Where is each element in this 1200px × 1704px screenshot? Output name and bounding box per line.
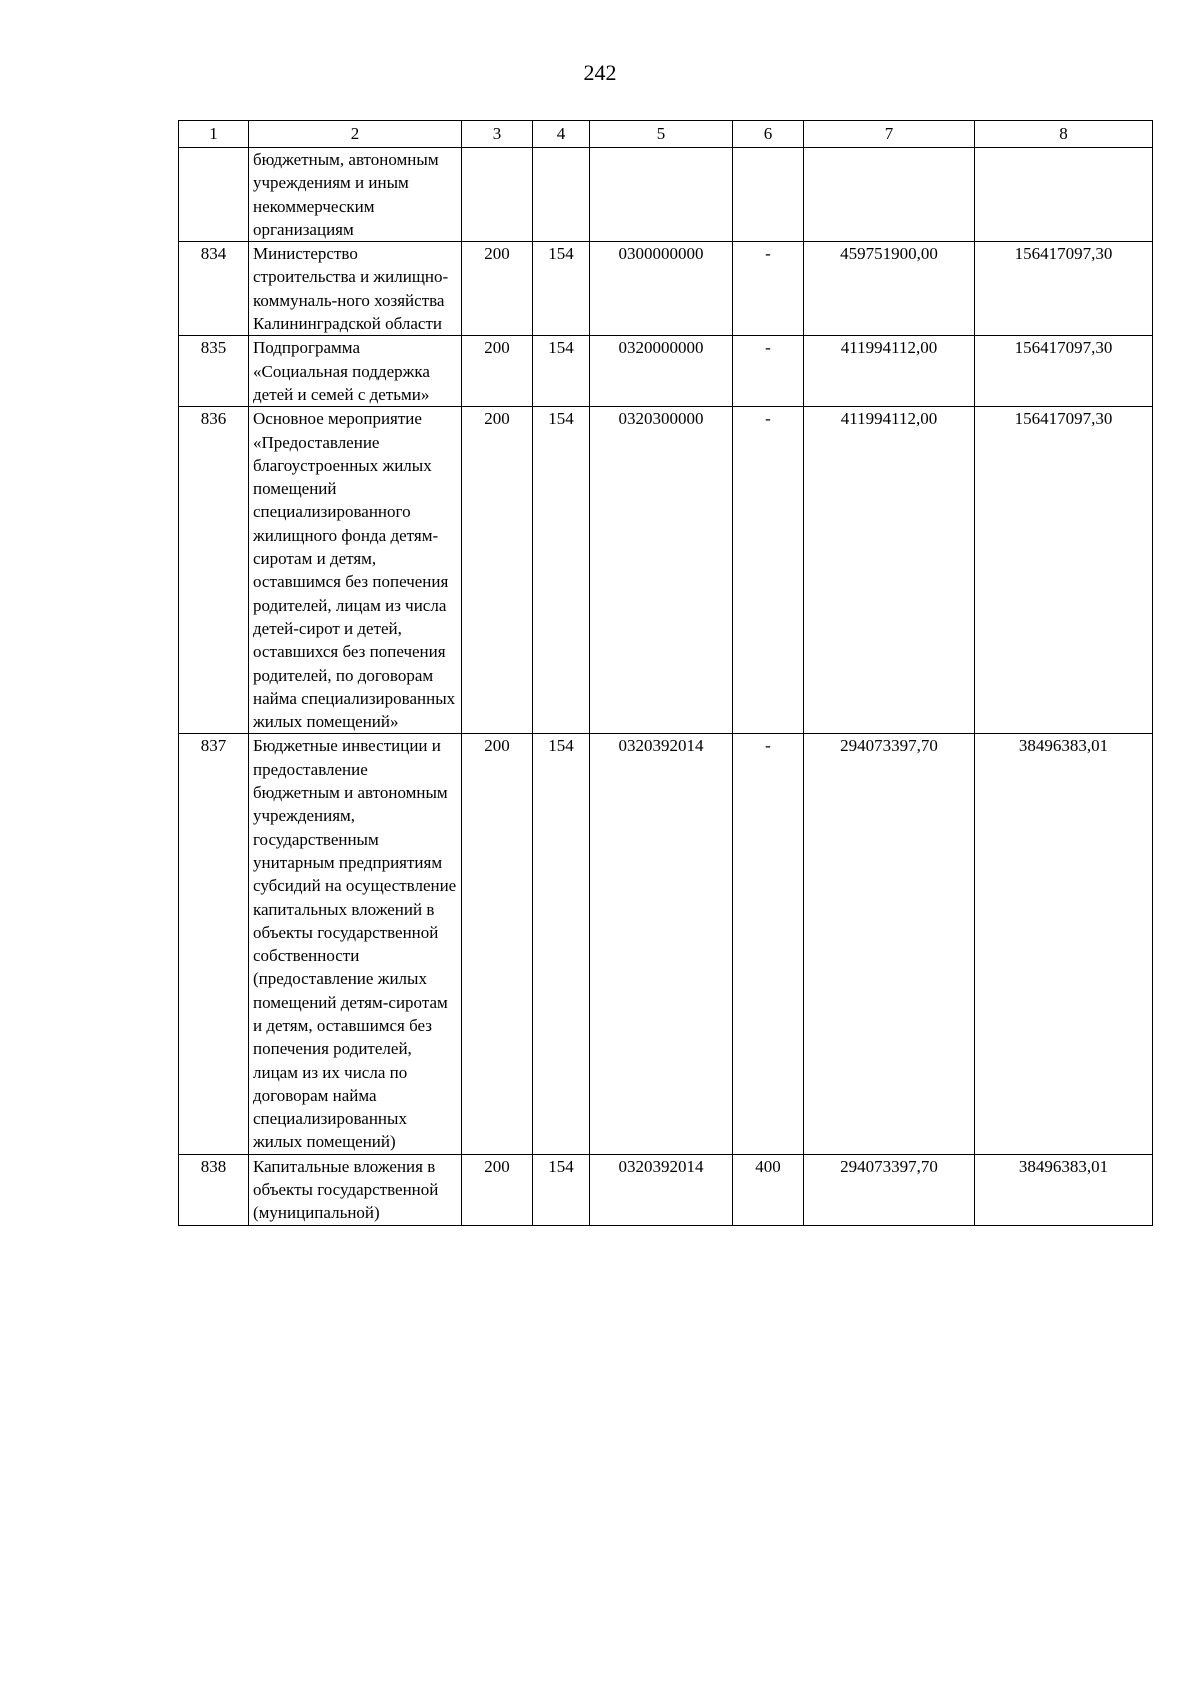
row-col-6: - [733,734,804,1154]
row-col-6: - [733,407,804,734]
row-number [179,148,249,242]
header-col-5: 5 [590,121,733,148]
row-col-8: 156417097,30 [975,242,1153,336]
row-number: 836 [179,407,249,734]
row-col-6 [733,148,804,242]
table-row [179,1154,1153,1225]
header-col-7: 7 [804,121,975,148]
header-col-8: 8 [975,121,1153,148]
row-name: Бюджетные инвестиции и предоставление бюджетным и автономным учреждениям, государственным унитарным предприятиям субсидий на осуществление капитальных вложений в объекты государственной собственности (предоставление жилых помещений детям-сиротам и детям, оставшимся без попечения родителей, лицам из их числа по договорам найма специализированных жилых помещений) [249,734,462,1154]
row-col-5: 0320300000 [590,407,733,734]
row-col-4: 154 [533,242,590,336]
row-col-8: 38496383,01 [975,1154,1153,1225]
table-row [179,242,1153,336]
row-col-7: 459751900,00 [804,242,975,336]
header-col-1: 1 [179,121,249,148]
header-col-4: 4 [533,121,590,148]
header-row [179,121,1153,148]
row-col-6: 400 [733,1154,804,1225]
row-col-3: 200 [462,336,533,407]
row-col-6: - [733,336,804,407]
row-col-7: 411994112,00 [804,336,975,407]
row-name: Капитальные вложения в объекты государственной (муниципальной) [249,1154,462,1225]
row-col-7: 294073397,70 [804,734,975,1154]
row-col-8 [975,148,1153,242]
row-col-7 [804,148,975,242]
table-row [179,734,1153,1154]
header-col-3: 3 [462,121,533,148]
row-col-5: 0320000000 [590,336,733,407]
row-name: бюджетным, автономным учреждениям и иным некоммерческим организациям [249,148,462,242]
table-row [179,336,1153,407]
row-col-5: 0320392014 [590,1154,733,1225]
row-name: Министерство строительства и жилищно-коммуналь-ного хозяйства Калининградской области [249,242,462,336]
row-name: Основное мероприятие «Предоставление благоустроенных жилых помещений специализированного жилищного фонда детям-сиротам и детям, оставшимся без попечения родителей, лицам из числа детей-сирот и детей, оставшихся без попечения родителей, по договорам найма специализированных жилых помещений» [249,407,462,734]
budget-table [178,120,1153,1226]
row-col-4: 154 [533,336,590,407]
row-col-4: 154 [533,407,590,734]
row-number: 835 [179,336,249,407]
row-col-8: 156417097,30 [975,407,1153,734]
row-number: 838 [179,1154,249,1225]
page-number: 242 [583,60,617,85]
row-col-3: 200 [462,407,533,734]
row-col-4: 154 [533,1154,590,1225]
row-col-5 [590,148,733,242]
row-col-5: 0320392014 [590,734,733,1154]
row-col-5: 0300000000 [590,242,733,336]
row-number: 837 [179,734,249,1154]
table-row [179,148,1153,242]
row-col-3: 200 [462,242,533,336]
header-col-2: 2 [249,121,462,148]
row-col-3 [462,148,533,242]
row-col-3: 200 [462,734,533,1154]
row-col-4 [533,148,590,242]
row-col-4: 154 [533,734,590,1154]
row-number: 834 [179,242,249,336]
table-row [179,407,1153,734]
row-col-3: 200 [462,1154,533,1225]
row-col-6: - [733,242,804,336]
row-col-7: 411994112,00 [804,407,975,734]
row-name: Подпрограмма «Социальная поддержка детей и семей с детьми» [249,336,462,407]
row-col-7: 294073397,70 [804,1154,975,1225]
header-col-6: 6 [733,121,804,148]
row-col-8: 38496383,01 [975,734,1153,1154]
row-col-8: 156417097,30 [975,336,1153,407]
